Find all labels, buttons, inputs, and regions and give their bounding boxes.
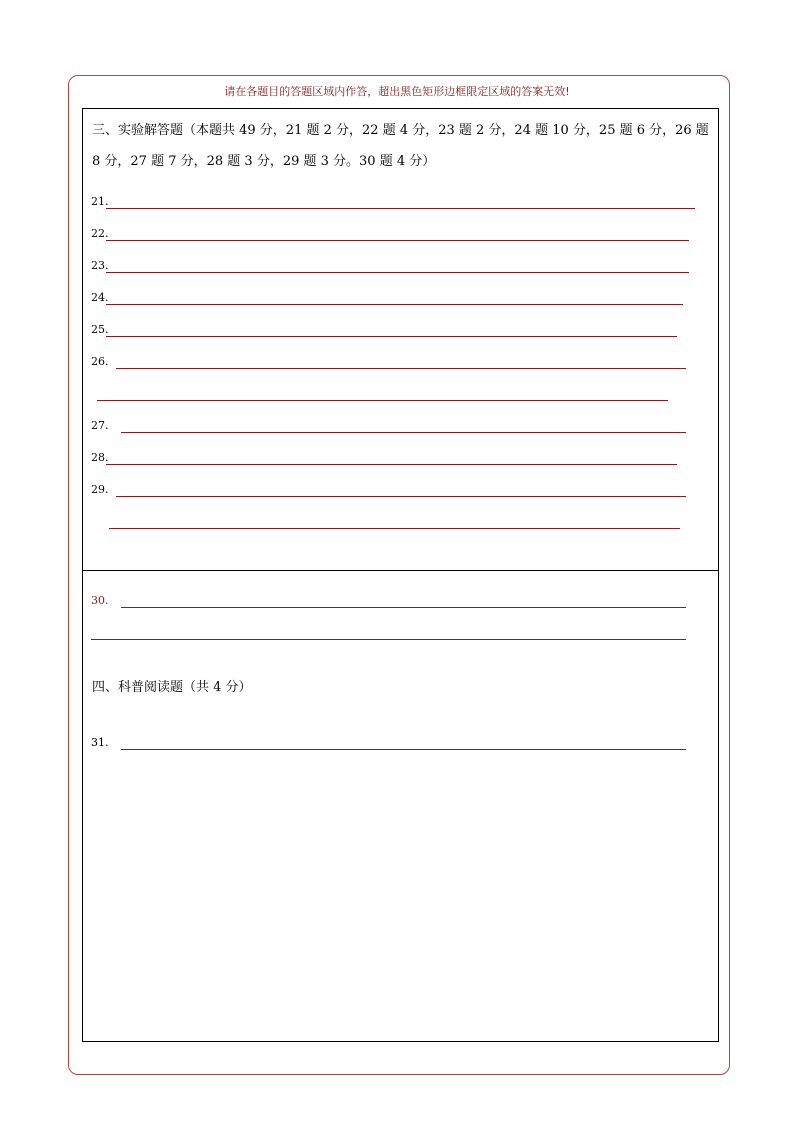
section4-heading: 四、科普阅读题（共 4 分） (92, 680, 252, 695)
question-21-number: 21. (91, 195, 109, 208)
question-24-number: 24. (91, 291, 109, 304)
question-24-answer-line[interactable] (106, 304, 683, 305)
question-27-answer-line[interactable] (121, 432, 686, 433)
question-29-number: 29. (91, 483, 109, 496)
question-25-number: 25. (91, 323, 109, 336)
section3-4-answer-box (82, 570, 719, 1042)
question-30-number: 30. (91, 594, 109, 607)
question-29-answer-line-2[interactable] (109, 528, 680, 529)
question-30-answer-line-2[interactable] (91, 639, 686, 640)
question-31-number: 31. (91, 736, 109, 749)
question-23-answer-line[interactable] (106, 272, 689, 273)
answer-area-notice: 请在各题目的答题区域内作答，超出黑色矩形边框限定区域的答案无效! (224, 85, 570, 98)
question-23-number: 23. (91, 259, 109, 272)
question-25-answer-line[interactable] (106, 336, 677, 337)
question-26-answer-line-1[interactable] (116, 368, 686, 369)
question-26-number: 26. (91, 355, 109, 368)
question-28-answer-line[interactable] (106, 464, 677, 465)
question-26-answer-line-2[interactable] (97, 400, 668, 401)
question-27-number: 27. (91, 419, 109, 432)
question-31-answer-line[interactable] (121, 749, 686, 750)
question-28-number: 28. (91, 451, 109, 464)
section3-answer-box (82, 108, 719, 571)
question-22-number: 22. (91, 227, 109, 240)
section3-heading: 三、实验解答题（本题共 49 分，21 题 2 分，22 题 4 分，23 题 2 分，24 题 10 分，25 题 6 分，26 题 8 分，27 题 7 分，28 题 3 分，29 题 3 分。30 题 4 分） (92, 123, 709, 169)
question-21-answer-line[interactable] (106, 208, 695, 209)
question-29-answer-line-1[interactable] (116, 496, 686, 497)
question-22-answer-line[interactable] (106, 240, 689, 241)
question-30-answer-line-1[interactable] (121, 607, 686, 608)
